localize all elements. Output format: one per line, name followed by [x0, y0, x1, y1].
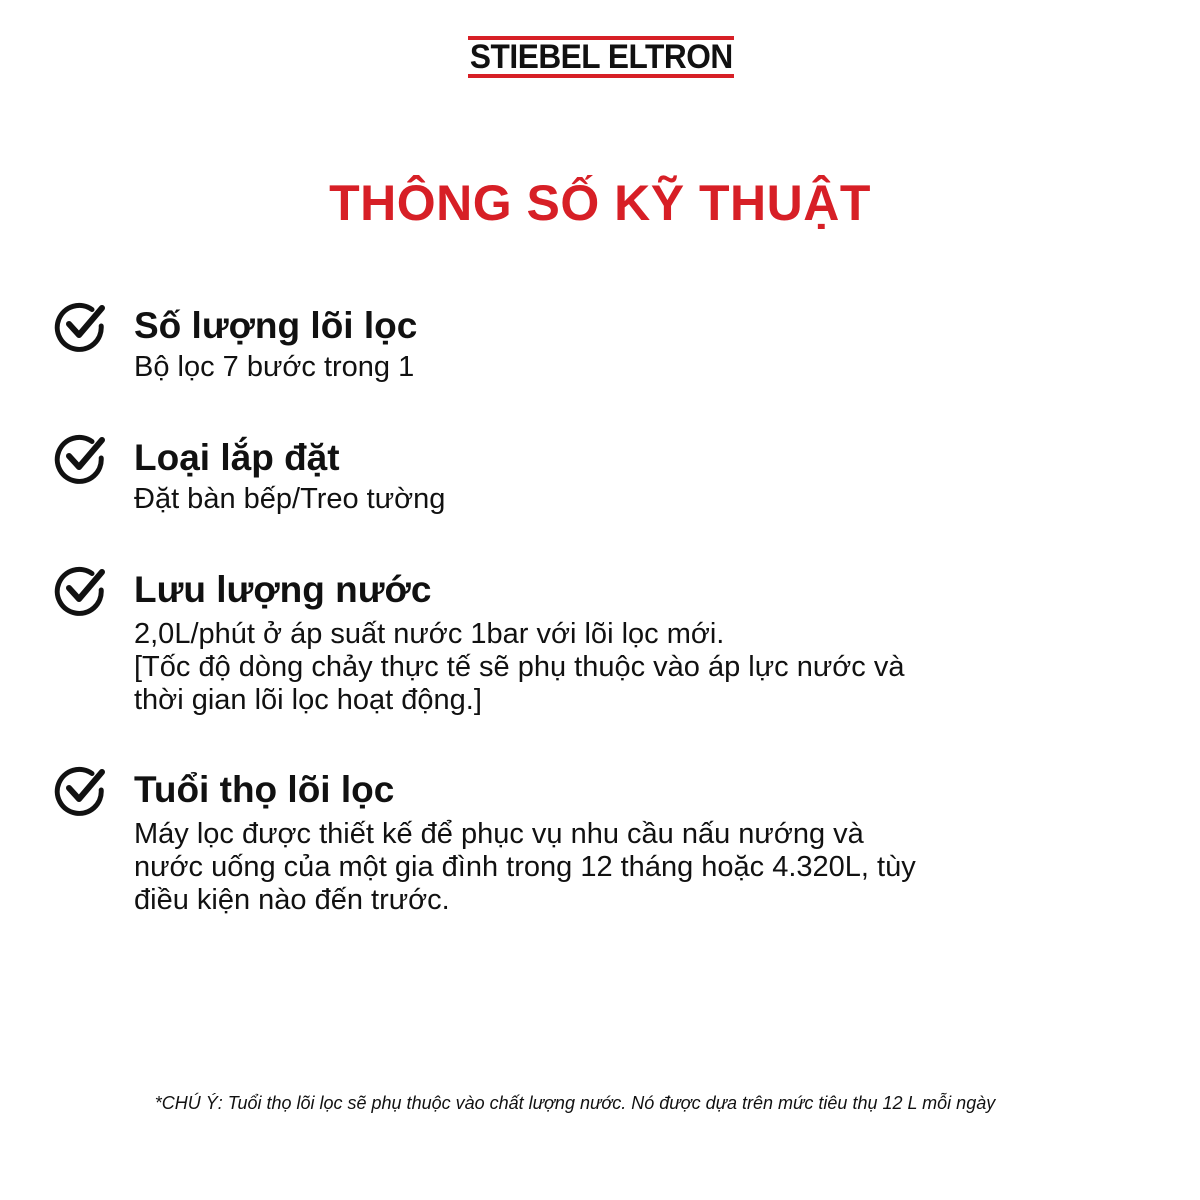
spec-description-line: 2,0L/phút ở áp suất nước 1bar với lõi lọc mới.	[134, 618, 725, 650]
spec-description-line: Đặt bàn bếp/Treo tường	[134, 483, 446, 515]
spec-description-line: thời gian lõi lọc hoạt động.]	[134, 684, 482, 716]
spec-description-line: Bộ lọc 7 bước trong 1	[134, 351, 415, 383]
spec-description-line: Máy lọc được thiết kế để phục vụ nhu cầu nấu nướng và	[134, 818, 864, 850]
stiebel-eltron-logo	[468, 36, 734, 78]
spec-description-line: nước uống của một gia đình trong 12 tháng hoặc 4.320L, tùy	[134, 851, 916, 883]
spec-description-line: [Tốc độ dòng chảy thực tế sẽ phụ thuộc vào áp lực nước và	[134, 651, 905, 683]
check-circle-icon	[54, 564, 106, 616]
spec-title: Tuổi thọ lõi lọc	[134, 769, 395, 810]
footnote: *CHÚ Ý: Tuổi thọ lõi lọc sẽ phụ thuộc vào chất lượng nước. Nó được dựa trên mức tiêu thụ 12 L mỗi ngày	[154, 1093, 996, 1113]
spec-description	[134, 618, 1064, 717]
spec-description	[134, 483, 1064, 516]
spec-description-line: điều kiện nào đến trước.	[134, 884, 450, 916]
check-circle-icon	[54, 764, 106, 816]
check-circle-icon	[54, 432, 106, 484]
spec-description	[134, 818, 1064, 917]
spec-title: Lưu lượng nước	[134, 569, 432, 610]
page-title: THÔNG SỐ KỸ THUẬT	[329, 175, 871, 231]
logo-text: STIEBEL ELTRON	[469, 38, 733, 76]
check-circle-icon	[54, 300, 106, 352]
spec-title: Loại lắp đặt	[134, 437, 340, 478]
spec-title: Số lượng lõi lọc	[134, 305, 418, 346]
spec-description	[134, 351, 1064, 384]
